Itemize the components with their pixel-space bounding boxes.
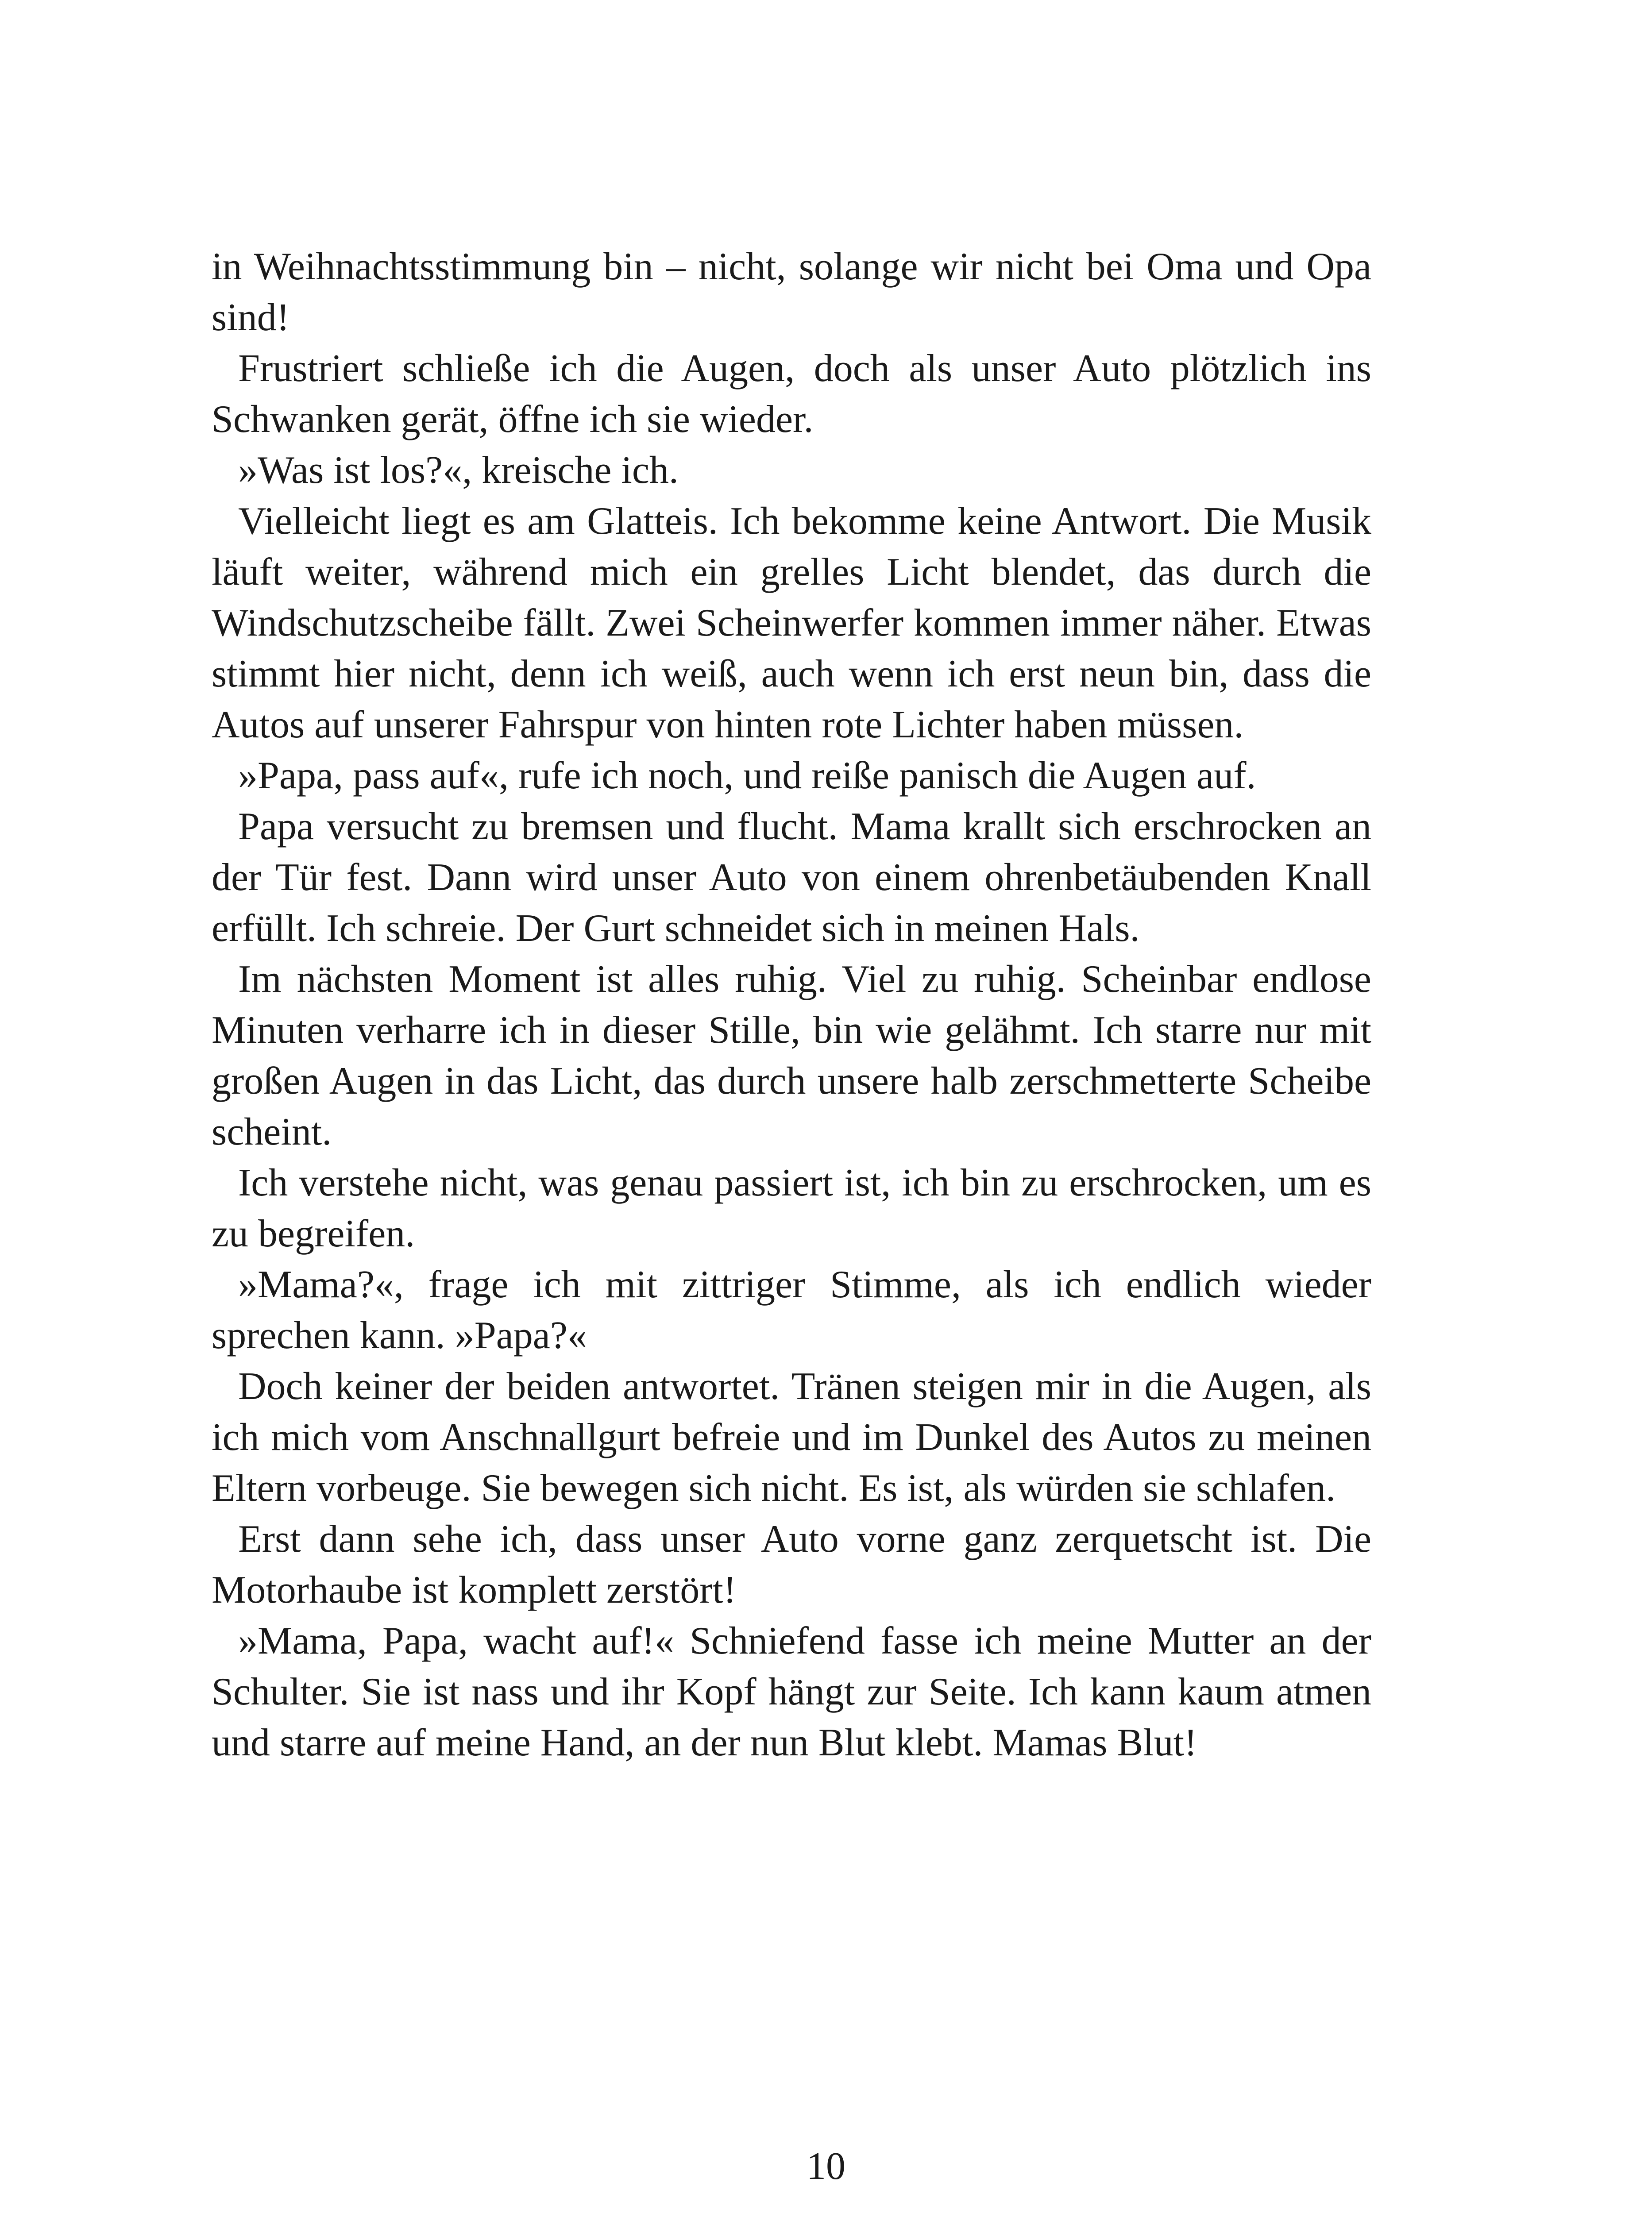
paragraph: in Weihnachtsstimmung bin – nicht, solange wir nicht bei Oma und Opa sind! xyxy=(212,245,1371,339)
paragraph: Vielleicht liegt es am Glatteis. Ich bekomme keine Antwort. Die Musik läuft weiter, während mich ein grelles Licht blendet, das durch die Windschutzscheibe fällt. Zwei Scheinwerfer kommen immer näher. Etwas stimmt hier nicht, denn ich weiß, auch wenn ich erst neun bin, dass die Autos auf unserer Fahrspur von hinten rote Lichter haben müssen. xyxy=(212,500,1371,746)
paragraph: »Was ist los?«, kreische ich. xyxy=(238,449,679,492)
paragraph: Ich verstehe nicht, was genau passiert ist, ich bin zu erschrocken, um es zu begreifen. xyxy=(212,1161,1371,1255)
paragraph: »Papa, pass auf«, rufe ich noch, und reiße panisch die Augen auf. xyxy=(238,754,1256,797)
paragraph: Frustriert schließe ich die Augen, doch als unser Auto plötzlich ins Schwanken gerät, öffne ich sie wieder. xyxy=(212,347,1371,441)
paragraph: »Mama, Papa, wacht auf!« Schniefend fasse ich meine Mutter an der Schulter. Sie ist nass und ihr Kopf hängt zur Seite. Ich kann kaum atmen und starre auf meine Hand, an der nun Blut klebt. Mamas Blut! xyxy=(212,1619,1371,1764)
paragraph: Im nächsten Moment ist alles ruhig. Viel zu ruhig. Scheinbar endlose Minuten verharre ich in dieser Stille, bin wie gelähmt. Ich starre nur mit großen Augen in das Licht, das durch unsere halb zerschmetterte Scheibe scheint. xyxy=(212,958,1371,1153)
paragraph: Erst dann sehe ich, dass unser Auto vorne ganz zerquetscht ist. Die Motorhaube ist komplett zerstört! xyxy=(212,1518,1371,1612)
page-number: 10 xyxy=(807,2145,845,2188)
paragraph: Doch keiner der beiden antwortet. Tränen steigen mir in die Augen, als ich mich vom Anschnallgurt befreie und im Dunkel des Autos zu meinen Eltern vorbeuge. Sie bewegen sich nicht. Es ist, als würden sie schlafen. xyxy=(212,1365,1371,1510)
paragraph: »Mama?«, frage ich mit zittriger Stimme, als ich endlich wieder sprechen kann. »Papa?« xyxy=(212,1263,1371,1357)
body-text xyxy=(212,241,1371,1768)
paragraph: Papa versucht zu bremsen und flucht. Mama krallt sich erschrocken an der Tür fest. Dann wird unser Auto von einem ohrenbetäubenden Knall erfüllt. Ich schreie. Der Gurt schneidet sich in meinen Hals. xyxy=(212,805,1371,950)
